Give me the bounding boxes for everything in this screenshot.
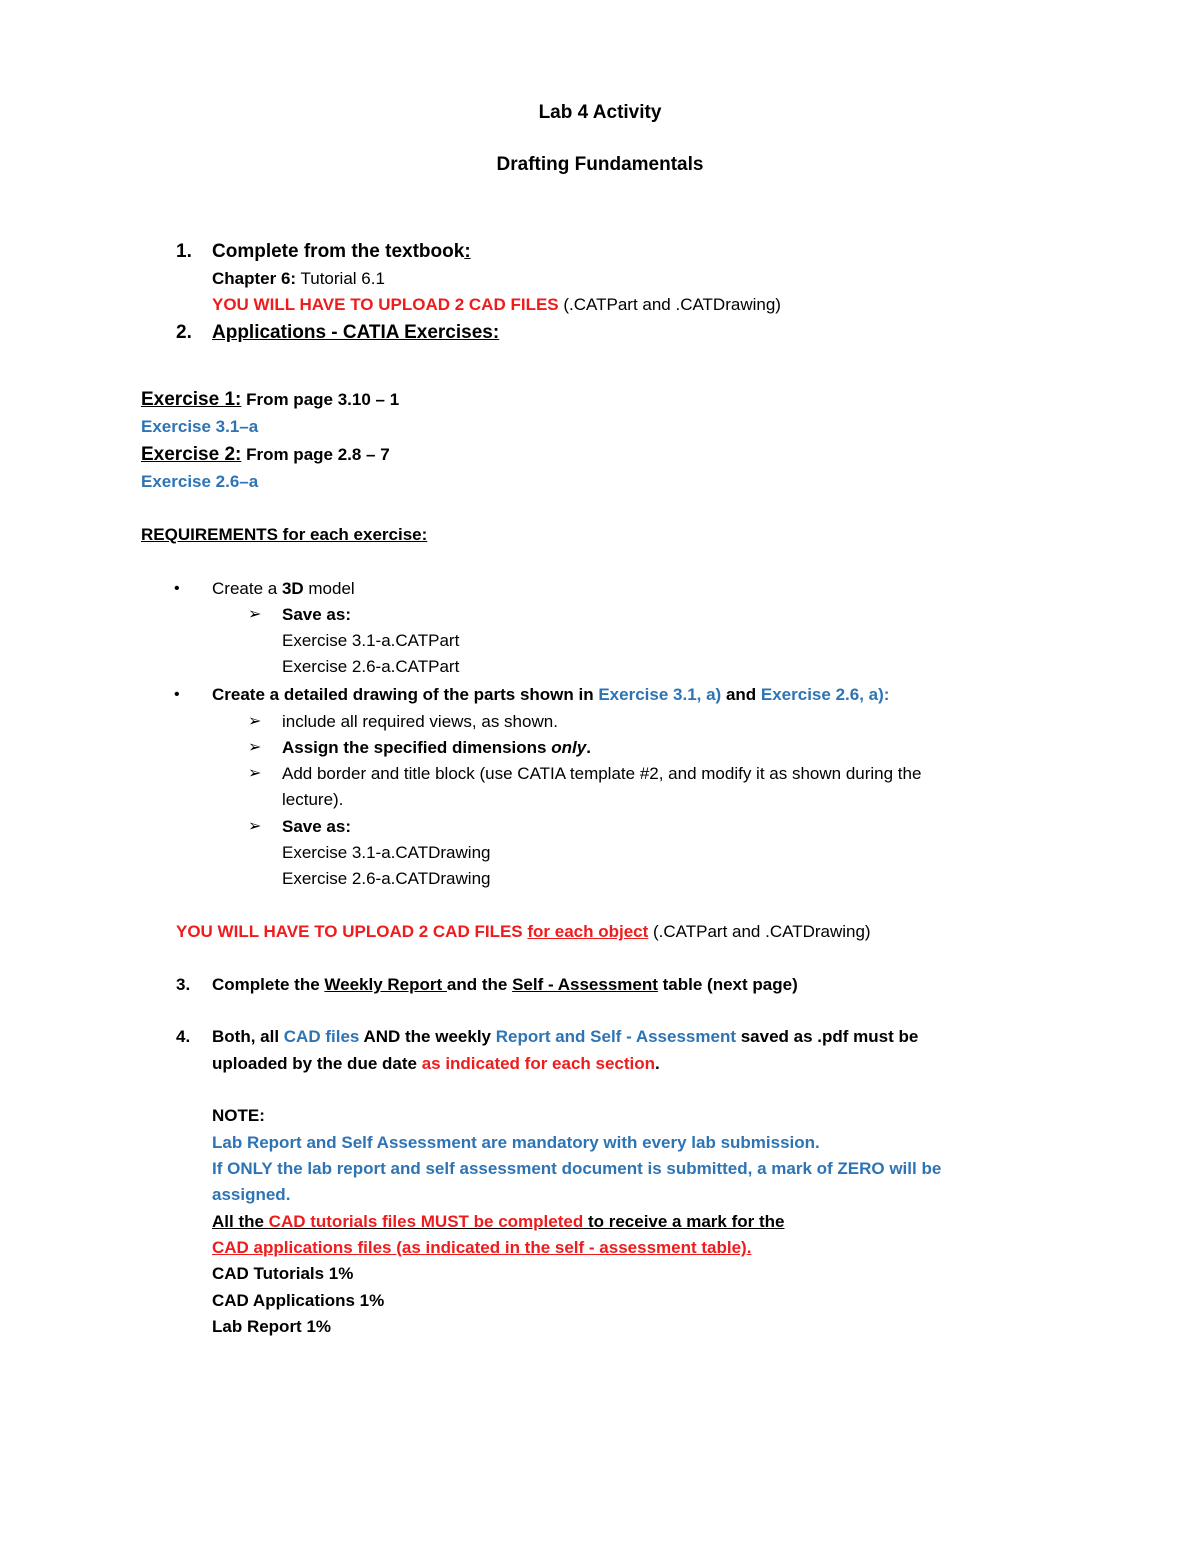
bullet2-file2: Exercise 2.6-a.CATDrawing (282, 869, 491, 888)
bullet2-sub2-post: . (586, 738, 591, 757)
item3-mid: and the (446, 975, 513, 994)
note-line4-pre: All the (212, 1212, 269, 1231)
item4-number: 4. (176, 1027, 191, 1046)
upload-note-rest: (.CATPart and .CATDrawing) (648, 922, 871, 941)
item1-number: 1. (176, 241, 192, 262)
item3-number: 3. (176, 975, 191, 994)
exercise1 (141, 389, 399, 411)
bullet2-sub2-pre: Assign the specified dimensions (282, 738, 552, 757)
bullet1-save-as: Save as: (282, 605, 351, 624)
bullet1-post: model (303, 579, 355, 598)
item4-line2-red: as indicated for each section (421, 1054, 656, 1073)
exercise1-sub: Exercise 3.1–a (141, 417, 259, 436)
item4-line2-pre: uploaded by the due date (212, 1054, 422, 1073)
item4-cad: CAD files (283, 1027, 360, 1046)
bullet2-arrow1: ➢ (248, 713, 262, 730)
item1-heading-colon: : (464, 241, 471, 262)
item1-upload-note (212, 294, 781, 316)
bullet2-sub3-line2: lecture). (282, 790, 344, 809)
upload-note (176, 921, 871, 943)
item4-mid: AND the weekly (359, 1027, 496, 1046)
bullet1-text (212, 578, 355, 600)
note-line4 (212, 1211, 784, 1233)
exercise2-text: From page 2.8 – 7 (241, 445, 390, 464)
bullet2-ex1: Exercise 3.1, a) (598, 685, 722, 704)
bullet2-pre: Create a detailed drawing of the parts shown in (212, 685, 599, 704)
item4-pre: Both, all (212, 1027, 284, 1046)
note-line3: assigned. (212, 1185, 291, 1204)
item1-heading-text: Complete from the textbook (212, 241, 465, 262)
chapter-value: Tutorial 6.1 (296, 269, 385, 288)
item3-post: table (next page) (657, 975, 798, 994)
exercise2-sub: Exercise 2.6–a (141, 472, 259, 491)
bullet1-bold: 3D (281, 579, 304, 598)
exercise2-label: Exercise 2: (141, 444, 242, 465)
item4-report: Report and Self - Assessment (495, 1027, 736, 1046)
note-line4-post: to receive a mark for the (583, 1212, 785, 1231)
item1-heading (212, 241, 471, 263)
requirements-heading: REQUIREMENTS for each exercise: (141, 525, 428, 544)
chapter-label: Chapter 6: (212, 269, 297, 288)
exercise1-text: From page 3.10 – 1 (241, 390, 400, 409)
note-line5: CAD applications files (as indicated in the self - assessment table). (212, 1238, 752, 1257)
bullet1-file2: Exercise 2.6-a.CATPart (282, 657, 460, 676)
bullet2-save-as: Save as: (282, 817, 351, 836)
exercise1-label: Exercise 1: (141, 389, 242, 410)
bullet2-text (212, 684, 889, 706)
exercise2 (141, 444, 390, 466)
bullet2-sub3-line1: Add border and title block (use CATIA template #2, and modify it as shown during the (282, 764, 922, 783)
note-line4-red: CAD tutorials files MUST be completed (268, 1212, 584, 1231)
bullet2-sub2-em: only (551, 738, 587, 757)
item3-text (212, 974, 798, 996)
item3-weekly: Weekly Report (324, 975, 447, 994)
bullet2-dot: • (174, 686, 180, 703)
bullet2-sub2 (282, 737, 591, 759)
bullet2-file1: Exercise 3.1-a.CATDrawing (282, 843, 491, 862)
bullet1-arrow: ➢ (248, 606, 262, 623)
page-subtitle: Drafting Fundamentals (496, 154, 704, 175)
note-line2: If ONLY the lab report and self assessment document is submitted, a mark of ZERO will be (212, 1159, 942, 1178)
bullet2-arrow4: ➢ (248, 818, 262, 835)
upload-note-red-underlined: for each object (527, 922, 649, 941)
marks-cad-tutorials: CAD Tutorials 1% (212, 1264, 354, 1283)
item2-number: 2. (176, 322, 192, 343)
bullet1-pre: Create a (212, 579, 282, 598)
item2-heading: Applications - CATIA Exercises: (212, 322, 500, 343)
bullet2-ex2: Exercise 2.6, a): (760, 685, 890, 704)
bullet2-sub1: include all required views, as shown. (282, 712, 558, 731)
item1-upload-red: YOU WILL HAVE TO UPLOAD 2 CAD FILES (212, 295, 559, 314)
item1-chapter (212, 268, 385, 290)
note-line1: Lab Report and Self Assessment are mandatory with every lab submission. (212, 1133, 820, 1152)
upload-note-red: YOU WILL HAVE TO UPLOAD 2 CAD FILES (176, 922, 528, 941)
bullet2-arrow3: ➢ (248, 765, 262, 782)
note-label: NOTE: (212, 1106, 265, 1125)
item4-line1 (212, 1026, 918, 1048)
item4-post: saved as .pdf must be (736, 1027, 919, 1046)
item1-upload-rest: (.CATPart and .CATDrawing) (558, 295, 781, 314)
item4-line2 (212, 1053, 660, 1075)
marks-lab-report: Lab Report 1% (212, 1317, 332, 1336)
page-title: Lab 4 Activity (538, 102, 662, 123)
item4-line2-post: . (655, 1054, 660, 1073)
item3-self: Self - Assessment (512, 975, 658, 994)
bullet2-arrow2: ➢ (248, 739, 262, 756)
bullet1-file1: Exercise 3.1-a.CATPart (282, 631, 460, 650)
marks-cad-applications: CAD Applications 1% (212, 1291, 385, 1310)
item3-pre: Complete the (212, 975, 325, 994)
bullet2-and: and (721, 685, 761, 704)
bullet1-dot: • (174, 580, 180, 597)
